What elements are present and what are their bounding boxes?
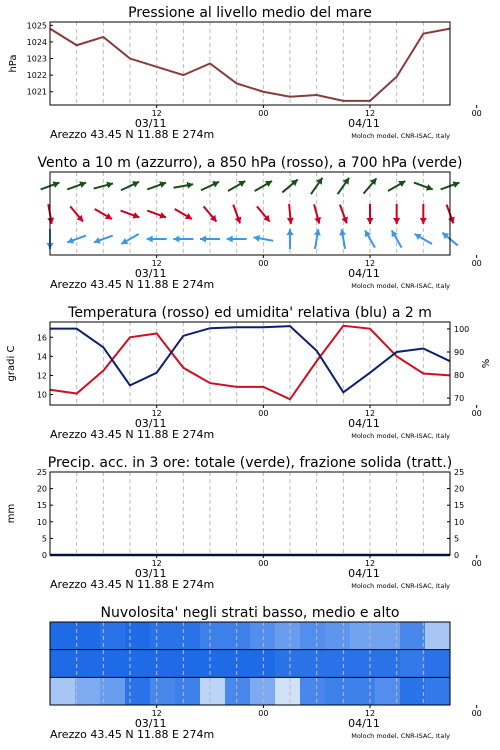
cloud-cell xyxy=(300,677,326,705)
cloud-cell xyxy=(50,650,76,678)
y-tick-label-right: 0 xyxy=(454,551,460,560)
date-label: 03/11 xyxy=(134,117,167,130)
cloud-cell xyxy=(75,622,101,650)
y-tick-label: 1021 xyxy=(26,87,47,97)
location-label: Arezzo 43.45 N 11.88 E 274m xyxy=(50,128,215,141)
cloud-cell xyxy=(150,622,176,650)
date-label: 04/11 xyxy=(348,717,380,730)
cloud-cell xyxy=(325,677,351,705)
cloud-cell xyxy=(300,622,326,650)
y-tick-label: 20 xyxy=(36,484,47,494)
y-tick-label: 5 xyxy=(41,534,47,544)
wind-arrow xyxy=(447,205,455,224)
y-tick-label: 1025 xyxy=(26,21,47,31)
date-label: 03/11 xyxy=(134,417,167,430)
cloud-cell xyxy=(75,650,101,678)
wind-arrow xyxy=(420,204,427,224)
y-tick-label-right: 100 xyxy=(454,324,470,334)
cloud-cell xyxy=(250,650,276,678)
y-tick-label: 1024 xyxy=(26,37,47,47)
temperature-panel xyxy=(6,305,492,441)
wind-arrow xyxy=(393,204,400,224)
cloud-cell xyxy=(275,622,301,650)
x-tick-label: 12 xyxy=(151,409,162,418)
wind-arrow xyxy=(339,229,346,249)
cloud-cell xyxy=(350,622,376,650)
y-tick-label-right: 70 xyxy=(454,394,465,404)
credit-label: Moloch model, CNR-ISAC, Italy xyxy=(351,582,450,590)
wind-arrow xyxy=(233,205,241,224)
date-label: 04/11 xyxy=(348,567,380,580)
cloud-cell xyxy=(125,650,151,678)
y-axis-label: gradi C xyxy=(6,345,17,382)
y-axis-label: hPa xyxy=(8,54,19,73)
location-label: Arezzo 43.45 N 11.88 E 274m xyxy=(50,278,215,291)
cloud-cell xyxy=(175,622,201,650)
x-tick-label: 00 xyxy=(258,409,269,418)
wind-arrow-head xyxy=(393,218,400,224)
wind-arrow-head xyxy=(173,236,179,243)
cloud-cell xyxy=(200,650,226,678)
y-tick-label: 15 xyxy=(36,501,47,511)
series-line xyxy=(50,326,450,392)
panel-title: Precip. acc. in 3 ore: totale (verde), frazione solida (tratt.) xyxy=(47,455,453,471)
cloud-cell xyxy=(50,677,76,705)
x-tick-label: 00 xyxy=(471,259,482,268)
wind-arrow-head xyxy=(200,236,206,243)
x-tick-label: 12 xyxy=(364,409,376,418)
cloud-cell xyxy=(425,622,451,650)
x-tick-label: 00 xyxy=(471,709,482,718)
cloud-cell xyxy=(400,650,426,678)
x-tick-label: 00 xyxy=(471,109,482,118)
cloud-cell xyxy=(125,677,151,705)
cloud-cell xyxy=(225,650,251,678)
plot-frame xyxy=(50,22,450,105)
panel-title: Temperatura (rosso) ed umidita' relativa (blu) a 2 m xyxy=(68,305,432,321)
cloud-cell xyxy=(300,650,326,678)
wind-arrow-head xyxy=(420,218,427,224)
y-tick-label: 14 xyxy=(36,352,47,362)
y-axis-label: mm xyxy=(6,503,17,524)
cloud-cell xyxy=(425,677,451,705)
x-tick-label: 12 xyxy=(151,559,162,568)
panel-title: Pressione al livello medio del mare xyxy=(128,5,372,21)
wind-arrow xyxy=(314,204,321,223)
credit-label: Moloch model, CNR-ISAC, Italy xyxy=(351,282,450,290)
y-tick-label: 16 xyxy=(36,333,47,343)
panel-title: Nuvolosita' negli strati basso, medio e alto xyxy=(100,605,400,621)
x-tick-label: 00 xyxy=(258,259,269,268)
x-tick-label: 12 xyxy=(151,709,162,718)
cloud-cell xyxy=(175,677,201,705)
cloud-cell xyxy=(50,622,76,650)
cloud-cell xyxy=(325,650,351,678)
y-tick-label-right: 5 xyxy=(454,534,460,544)
y-tick-label-right: 80 xyxy=(454,371,465,381)
cloud-cell xyxy=(150,650,176,678)
x-tick-label: 12 xyxy=(364,259,376,268)
cloud-cell xyxy=(350,677,376,705)
y-tick-label: 1022 xyxy=(26,71,47,81)
x-tick-label: 00 xyxy=(258,559,269,568)
wind-arrow-head xyxy=(106,182,113,189)
cloud-cell xyxy=(250,622,276,650)
cloud-cover-panel xyxy=(50,605,482,741)
wind-arrow xyxy=(287,204,294,224)
cloud-cell xyxy=(275,677,301,705)
y-tick-label: 10 xyxy=(36,517,47,527)
wind-arrow xyxy=(314,229,321,249)
date-label: 04/11 xyxy=(348,417,380,430)
date-label: 03/11 xyxy=(134,567,167,580)
credit-label: Moloch model, CNR-ISAC, Italy xyxy=(351,732,450,740)
y-axis-label-right: % xyxy=(481,358,492,369)
wind-arrow xyxy=(47,204,54,224)
location-label: Arezzo 43.45 N 11.88 E 274m xyxy=(50,578,215,591)
date-label: 03/11 xyxy=(134,717,167,730)
x-tick-label: 12 xyxy=(364,559,376,568)
x-tick-label: 12 xyxy=(151,259,162,268)
y-tick-label: 1023 xyxy=(26,54,47,64)
x-tick-label: 12 xyxy=(151,109,162,118)
credit-label: Moloch model, CNR-ISAC, Italy xyxy=(351,432,450,440)
y-tick-label: 12 xyxy=(36,371,47,381)
wind-arrow xyxy=(287,229,294,249)
cloud-cell xyxy=(200,622,226,650)
location-label: Arezzo 43.45 N 11.88 E 274m xyxy=(50,728,215,741)
cloud-cell xyxy=(275,650,301,678)
y-tick-label-right: 10 xyxy=(454,517,465,527)
wind-panel xyxy=(37,155,481,291)
pressure-panel xyxy=(8,5,482,141)
x-tick-label: 12 xyxy=(364,109,376,118)
x-tick-label: 00 xyxy=(258,109,269,118)
wind-arrow-head xyxy=(314,217,321,224)
credit-label: Moloch model, CNR-ISAC, Italy xyxy=(351,132,450,140)
cloud-cell xyxy=(225,622,251,650)
cloud-cell xyxy=(250,677,276,705)
y-tick-label: 10 xyxy=(36,390,47,400)
wind-arrow-head xyxy=(287,218,294,224)
y-tick-label: 0 xyxy=(41,551,47,560)
y-tick-label-right: 15 xyxy=(454,501,465,511)
y-tick-label-right: 20 xyxy=(454,484,465,494)
series-line xyxy=(50,29,450,101)
date-label: 04/11 xyxy=(348,117,380,130)
wind-arrow-head xyxy=(147,236,153,243)
x-tick-label: 00 xyxy=(471,409,482,418)
cloud-cell xyxy=(400,677,426,705)
y-tick-label-right: 90 xyxy=(454,347,465,357)
x-tick-label: 00 xyxy=(258,709,269,718)
precipitation-panel xyxy=(6,455,482,591)
wind-arrow xyxy=(367,204,374,224)
wind-arrow xyxy=(340,205,348,224)
series-line xyxy=(50,326,450,399)
chart-panels xyxy=(6,5,492,741)
cloud-cell xyxy=(400,622,426,650)
cloud-cell xyxy=(350,650,376,678)
wind-arrow-head xyxy=(367,218,374,224)
location-label: Arezzo 43.45 N 11.88 E 274m xyxy=(50,428,215,441)
cloud-cell xyxy=(125,622,151,650)
plot-frame xyxy=(50,472,450,555)
wind-arrow-head xyxy=(227,236,233,243)
date-label: 03/11 xyxy=(134,267,167,280)
x-tick-label: 00 xyxy=(471,559,482,568)
cloud-cell xyxy=(75,677,101,705)
cloud-cell xyxy=(325,622,351,650)
y-tick-label: 25 xyxy=(36,468,47,477)
panel-title: Vento a 10 m (azzurro), a 850 hPa (rosso), a 700 hPa (verde) xyxy=(37,155,463,171)
date-label: 04/11 xyxy=(348,267,380,280)
wind-arrow-head xyxy=(287,229,294,235)
cloud-cell xyxy=(225,677,251,705)
cloud-cell xyxy=(150,677,176,705)
x-tick-label: 12 xyxy=(364,709,376,718)
cloud-cell xyxy=(175,650,201,678)
y-tick-label-right: 25 xyxy=(454,468,465,477)
cloud-cell xyxy=(200,677,226,705)
cloud-cell xyxy=(425,650,451,678)
